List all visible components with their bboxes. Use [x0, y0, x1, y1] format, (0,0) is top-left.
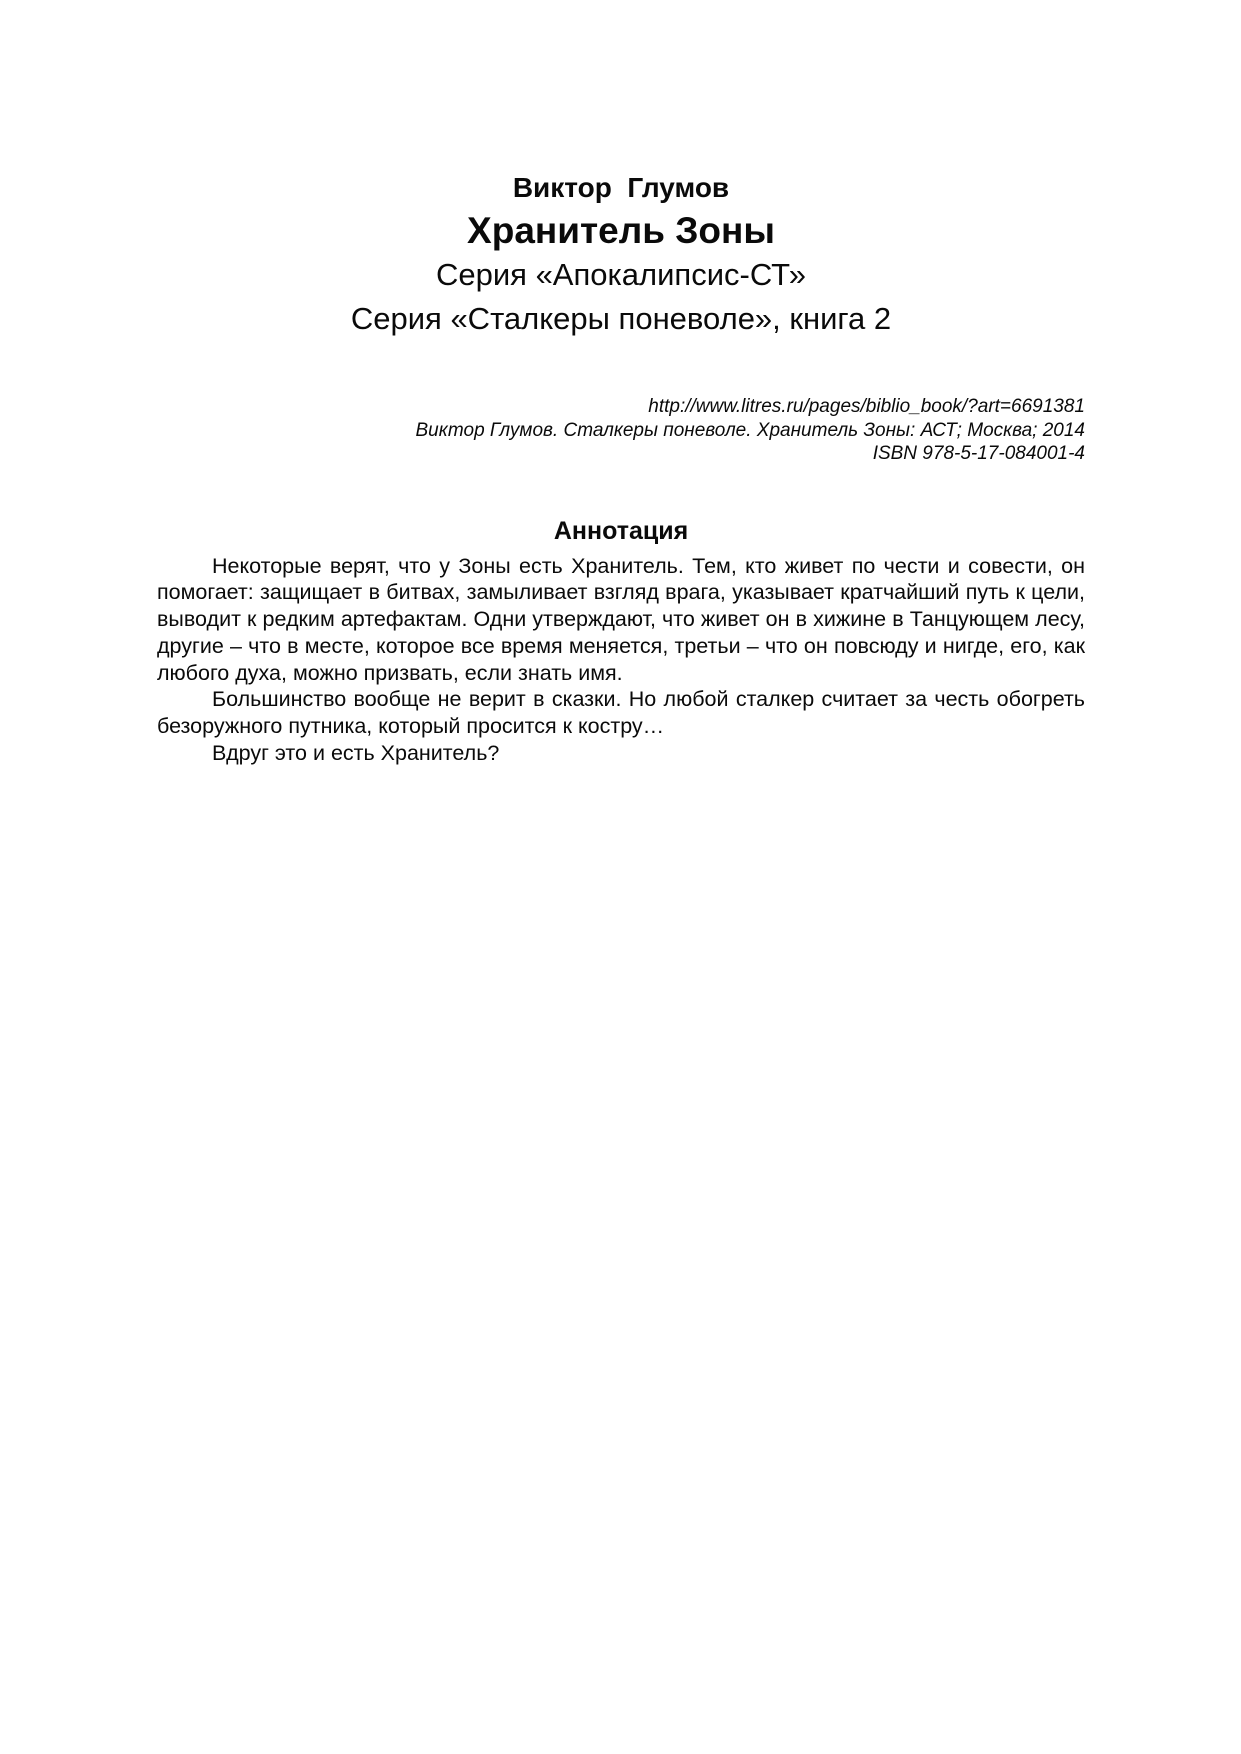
annotation-body	[157, 553, 1085, 767]
text-column	[0, 0, 1241, 767]
isbn-line: ISBN 978-5-17-084001-4	[872, 443, 1085, 464]
annotation-paragraph: Некоторые верят, что у Зоны есть Хранитель. Тем, кто живет по чести и совести, он помогает: защищает в битвах, замыливает взгляд врага, указывает кратчайший путь к цели, выводит к редким артефактам. Одни утверждают, что живет он в хижине в Танцующем лесу, другие – что в месте, которое все время меняется, третьи – что он повсюду и нигде, его, как любого духа, можно призвать, если знать имя.	[157, 553, 1085, 685]
source-url: http://www.litres.ru/pages/biblio_book/?art=6691381	[648, 396, 1085, 417]
publication-meta	[157, 395, 1085, 466]
book-title: Хранитель Зоны	[467, 210, 775, 251]
annotation-heading: Аннотация	[553, 516, 689, 545]
annotation-paragraph: Вдруг это и есть Хранитель?	[212, 741, 500, 766]
author-name: Виктор Глумов	[512, 172, 730, 203]
annotation-paragraph: Большинство вообще не верит в сказки. Но любой сталкер считает за честь обогреть безоружного путника, который просится к костру…	[157, 687, 1085, 739]
title-block	[157, 168, 1085, 341]
citation-line: Виктор Глумов. Сталкеры поневоле. Хранитель Зоны: АСТ; Москва; 2014	[415, 419, 1085, 441]
series-line-1: Серия «Апокалипсис-СТ»	[435, 257, 807, 292]
series-line-2: Серия «Сталкеры поневоле», книга 2	[350, 301, 892, 336]
